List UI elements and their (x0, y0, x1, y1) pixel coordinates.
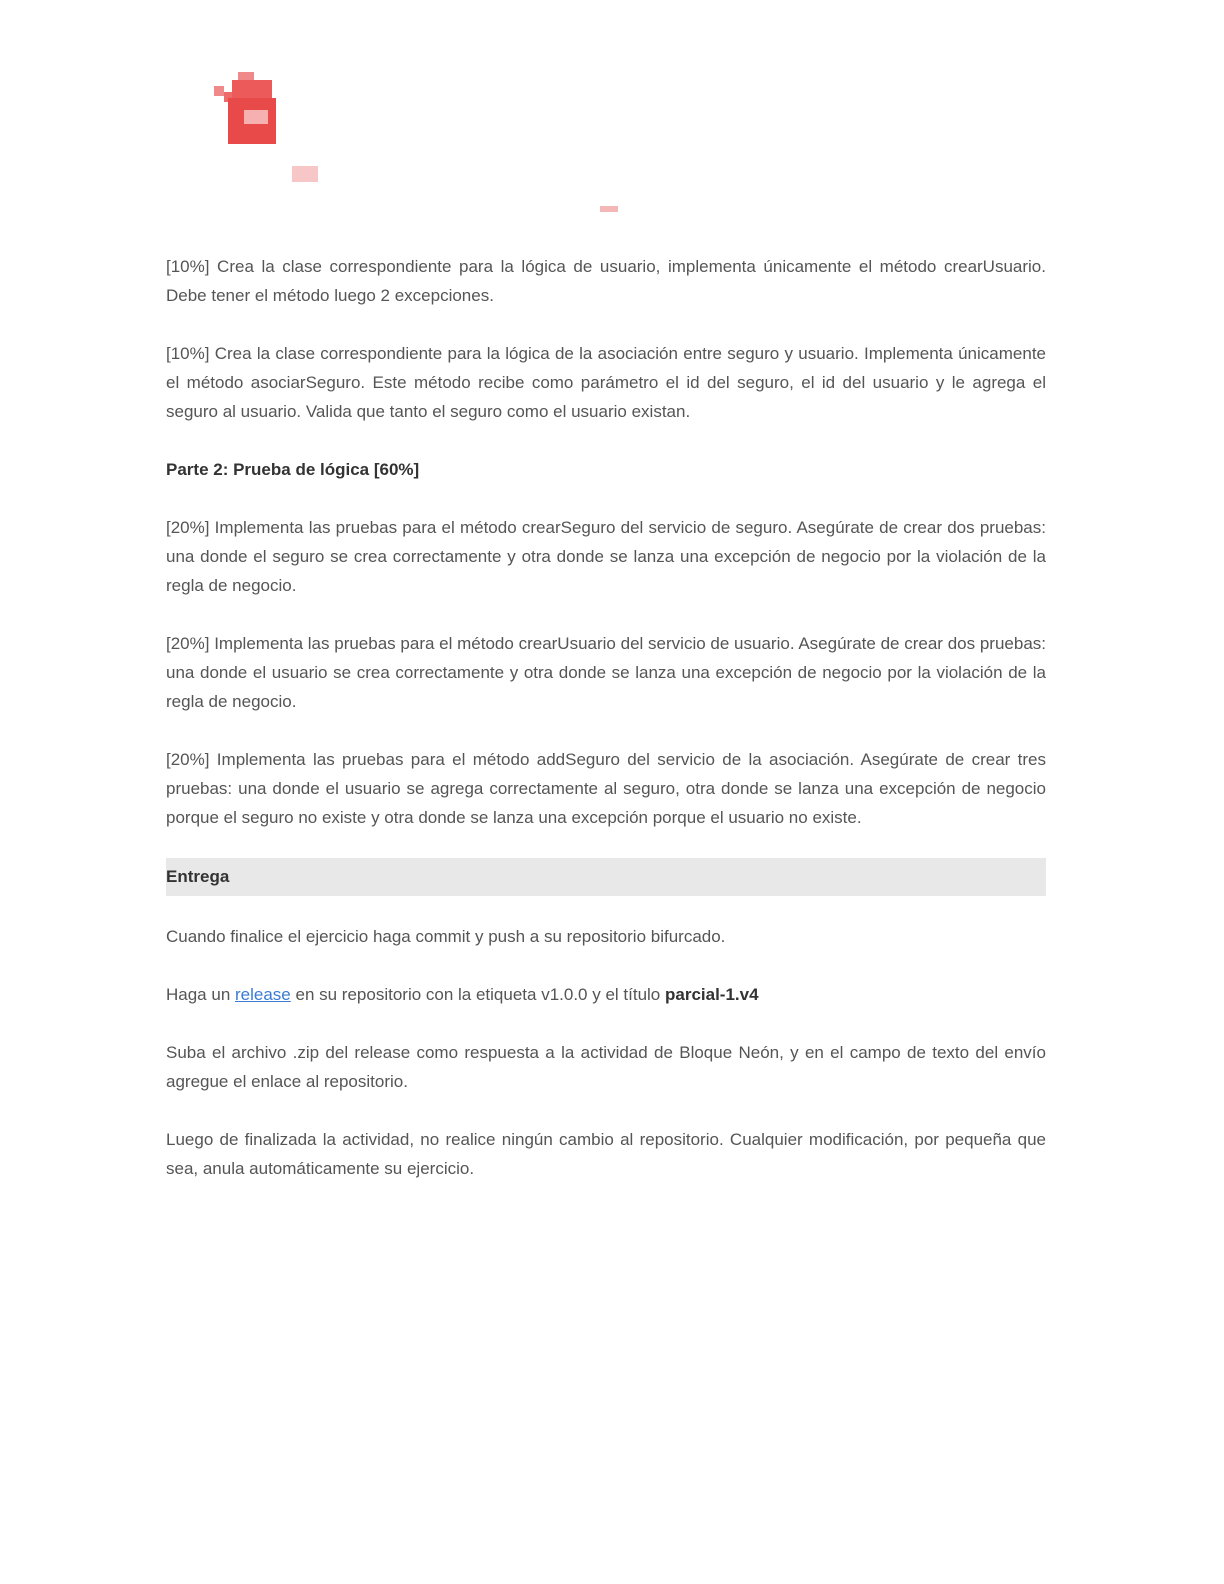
section-heading-entrega: Entrega (166, 858, 1046, 896)
paragraph-release (166, 980, 1046, 1009)
document-body (166, 252, 1046, 1183)
release-link[interactable]: release (235, 985, 291, 1004)
logo-caption-mark (292, 166, 318, 182)
paragraph-commit-push: Cuando finalice el ejercicio haga commit y push a su repositorio bifurcado. (166, 927, 726, 946)
paragraph-user-logic: [10%] Crea la clase correspondiente para la lógica de usuario, implementa únicamente el método crearUsuario. Debe tener el método luego 2 excepciones. (166, 257, 1046, 305)
release-text-before: Haga un (166, 985, 235, 1004)
paragraph-association-tests: [20%] Implementa las pruebas para el método addSeguro del servicio de la asociación. Asegúrate de crear tres pruebas: una donde el usuario se agrega correctamente al seguro, otra donde se lanza una excepción de negocio porque el seguro no existe y otra donde se lanza una excepción porque el usuario no existe. (166, 750, 1046, 827)
paragraph-association-logic: [10%] Crea la clase correspondiente para la lógica de la asociación entre seguro y usuario. Implementa únicamente el método asociarSeguro. Este método recibe como parámetro el id del seguro, el id del usuario y le agrega el seguro al usuario. Valida que tanto el seguro como el usuario existan. (166, 344, 1046, 421)
paragraph-no-changes: Luego de finalizada la actividad, no realice ningún cambio al repositorio. Cualquier modificación, por pequeña que sea, anula automáticamente su ejercicio. (166, 1130, 1046, 1178)
heading-part-2: Parte 2: Prueba de lógica [60%] (166, 460, 420, 479)
paragraph-upload-zip: Suba el archivo .zip del release como respuesta a la actividad de Bloque Neón, y en el campo de texto del envío agregue el enlace al repositorio. (166, 1043, 1046, 1091)
release-title-code: parcial-1.v4 (665, 985, 759, 1004)
paragraph-seguro-tests: [20%] Implementa las pruebas para el método crearSeguro del servicio de seguro. Asegúrate de crear dos pruebas: una donde el seguro se crea correctamente y otra donde se lanza una excepción de negocio por la violación de la regla de negocio. (166, 518, 1046, 595)
paragraph-usuario-tests: [20%] Implementa las pruebas para el método crearUsuario del servicio de usuario. Asegúrate de crear dos pruebas: una donde el usuario se crea correctamente y otra donde se lanza una excepción de negocio por la violación de la regla de negocio. (166, 634, 1046, 711)
release-text-middle: en su repositorio con la etiqueta v1.0.0 y el título (290, 985, 665, 1004)
crown-logo-icon (214, 72, 278, 144)
header-accent-mark (600, 206, 618, 212)
